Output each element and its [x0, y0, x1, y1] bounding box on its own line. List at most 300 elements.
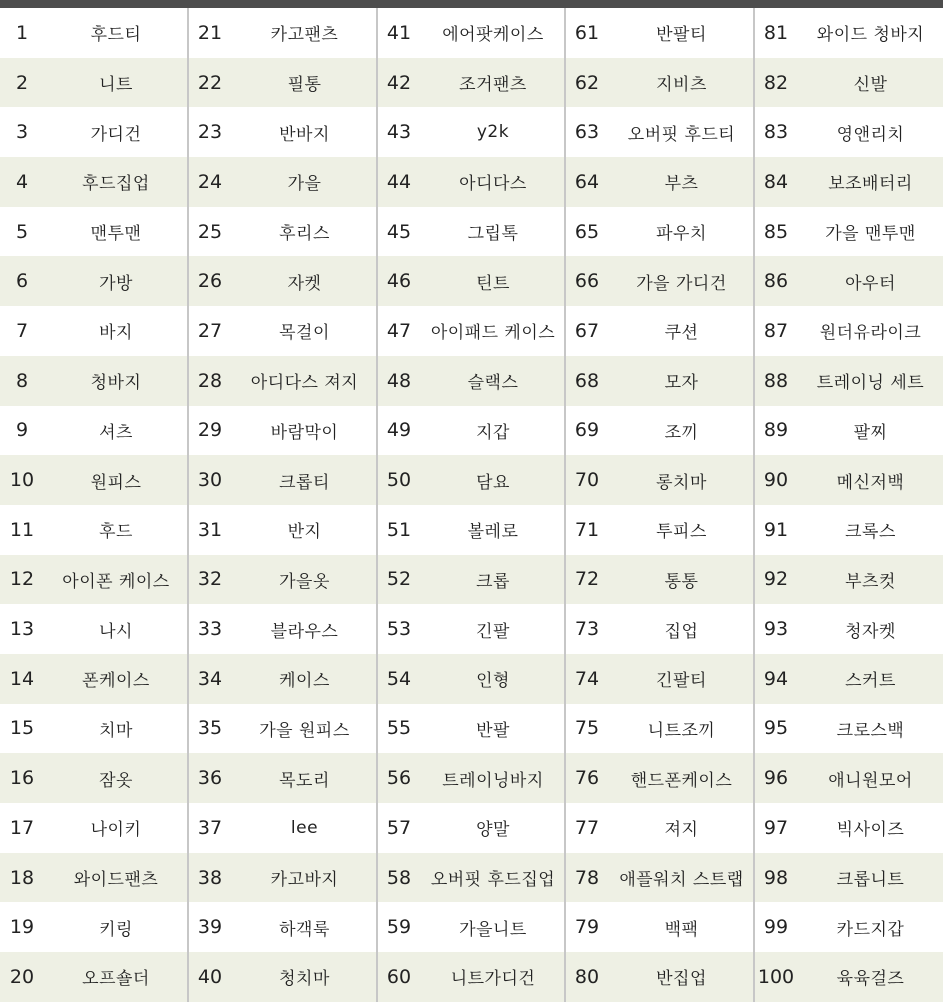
table-row: [754, 704, 943, 754]
keyword-text: 육육걸즈: [836, 969, 905, 990]
keyword-text: 애니원모어: [828, 770, 913, 791]
keyword-text: 크로스백: [836, 720, 905, 741]
table-row: [0, 256, 188, 306]
rank-number: 90: [763, 469, 789, 492]
keyword-text: 롱치마: [656, 472, 707, 493]
keyword-text: 가을 맨투맨: [825, 224, 916, 245]
keyword-text: 볼레로: [467, 522, 519, 543]
keyword-text: 부츠: [664, 174, 699, 195]
keyword-text: 키링: [99, 919, 133, 940]
rank-number: 67: [574, 319, 600, 342]
keyword-text: 카고팬츠: [270, 25, 339, 46]
table-row: [188, 505, 377, 555]
keyword-text: 카드지갑: [836, 919, 905, 940]
keyword-text: 나시: [99, 621, 133, 642]
rank-number: 45: [386, 220, 412, 243]
rank-number: 15: [9, 717, 35, 740]
table-row: [565, 803, 754, 853]
keyword-text: 인형: [476, 671, 510, 692]
table-row: [188, 356, 377, 406]
rank-number: 69: [574, 419, 600, 442]
keyword-text: 아이패드 케이스: [430, 323, 556, 344]
rank-number: 57: [386, 816, 412, 839]
rank-number: 42: [386, 71, 412, 94]
keyword-text: 원더유라이크: [819, 323, 922, 344]
keyword-text: 목도리: [279, 770, 330, 791]
rank-number: 29: [197, 419, 223, 442]
table-row: [565, 207, 754, 257]
rank-number: 44: [386, 170, 412, 193]
rank-number: 70: [574, 469, 600, 492]
table-row: [565, 753, 754, 803]
keyword-text: 바람막이: [270, 422, 339, 443]
rank-number: 27: [197, 319, 223, 342]
table-row: [188, 256, 377, 306]
keyword-text: 오버핏 후드티: [627, 124, 736, 145]
rank-number: 59: [386, 916, 412, 939]
table-row: [188, 704, 377, 754]
table-row: [754, 58, 943, 108]
keyword-text: 가을 원피스: [259, 720, 350, 741]
keyword-text: 져지: [664, 820, 699, 841]
rank-number: 79: [574, 916, 600, 939]
rank-number: 6: [15, 270, 29, 293]
table-row: [754, 853, 943, 903]
rank-number: 43: [386, 121, 412, 144]
table-row: [377, 8, 565, 58]
table-row: [565, 704, 754, 754]
table-row: [0, 902, 188, 952]
keyword-text: 반집업: [656, 969, 707, 990]
rank-number: 31: [197, 518, 223, 541]
keyword-text: 쿠션: [664, 323, 699, 344]
keyword-ranking-table: [0, 8, 943, 1002]
keyword-text: 모자: [664, 373, 699, 394]
rank-number: 81: [763, 21, 789, 44]
table-row: [377, 902, 565, 952]
keyword-text: y2k: [476, 122, 510, 143]
rank-number: 91: [763, 518, 789, 541]
table-row: [377, 803, 565, 853]
keyword-text: 바지: [99, 323, 133, 344]
rank-number: 86: [763, 270, 789, 293]
table-row: [0, 505, 188, 555]
rank-number: 49: [386, 419, 412, 442]
table-row: [754, 505, 943, 555]
table-row: [0, 207, 188, 257]
rank-number: 11: [9, 518, 35, 541]
keyword-text: 영앤리치: [836, 124, 905, 145]
rank-number: 78: [574, 866, 600, 889]
table-row: [565, 853, 754, 903]
table-row: [0, 306, 188, 356]
table-row: [188, 654, 377, 704]
keyword-text: 그립톡: [467, 224, 519, 245]
table-row: [188, 406, 377, 456]
rank-number: 14: [9, 667, 35, 690]
table-row: [377, 256, 565, 306]
rank-number: 18: [9, 866, 35, 889]
table-row: [0, 604, 188, 654]
table-row: [188, 207, 377, 257]
table-row: [377, 157, 565, 207]
keyword-text: 슬랙스: [467, 373, 519, 394]
keyword-text: 집업: [664, 621, 699, 642]
table-row: [377, 704, 565, 754]
keyword-text: 신발: [853, 75, 888, 96]
table-row: [0, 406, 188, 456]
ranking-column-3: [377, 8, 565, 1002]
table-row: [377, 952, 565, 1002]
table-row: [754, 902, 943, 952]
table-row: [565, 58, 754, 108]
keyword-text: 니트조끼: [647, 720, 716, 741]
table-row: [754, 455, 943, 505]
keyword-text: 아디다스 져지: [250, 373, 359, 394]
table-row: [754, 356, 943, 406]
keyword-text: 오프숄더: [82, 969, 150, 990]
table-row: [565, 406, 754, 456]
rank-number: 94: [763, 667, 789, 690]
keyword-text: 가을니트: [459, 919, 527, 940]
rank-number: 93: [763, 618, 789, 641]
keyword-text: 담요: [476, 472, 510, 493]
rank-number: 16: [9, 767, 35, 790]
keyword-text: 아우터: [845, 273, 896, 294]
keyword-text: 니트가디건: [450, 969, 536, 990]
table-row: [0, 952, 188, 1002]
keyword-text: 팔찌: [853, 422, 888, 443]
rank-number: 77: [574, 816, 600, 839]
keyword-text: 크롭티: [279, 472, 330, 493]
table-row: [188, 753, 377, 803]
table-row: [754, 256, 943, 306]
keyword-text: 긴팔: [476, 621, 510, 642]
rank-number: 87: [763, 319, 789, 342]
ranking-column-1: [0, 8, 188, 1002]
rank-number: 64: [574, 170, 600, 193]
rank-number: 60: [386, 965, 412, 988]
keyword-text: 니트: [99, 75, 133, 96]
table-row: [565, 952, 754, 1002]
rank-number: 61: [574, 21, 600, 44]
rank-number: 26: [197, 270, 223, 293]
rank-number: 25: [197, 220, 223, 243]
table-row: [377, 853, 565, 903]
keyword-text: 하객룩: [279, 919, 330, 940]
table-row: [565, 902, 754, 952]
table-row: [754, 555, 943, 605]
keyword-text: 조끼: [664, 422, 699, 443]
table-row: [188, 8, 377, 58]
keyword-text: 반바지: [279, 124, 330, 145]
rank-number: 98: [763, 866, 789, 889]
rank-number: 30: [197, 469, 223, 492]
table-row: [188, 107, 377, 157]
keyword-text: 가을: [287, 174, 322, 195]
rank-number: 50: [386, 469, 412, 492]
table-row: [377, 107, 565, 157]
keyword-text: 핸드폰케이스: [630, 770, 733, 791]
top-border-bar: [0, 0, 943, 8]
keyword-text: 트레이닝 세트: [816, 373, 925, 394]
keyword-text: 보조배터리: [828, 174, 913, 195]
keyword-text: 와이드팬츠: [73, 870, 159, 891]
rank-number: 7: [15, 319, 29, 342]
keyword-text: 스커트: [845, 671, 896, 692]
keyword-text: 청바지: [90, 373, 142, 394]
rank-number: 66: [574, 270, 600, 293]
table-row: [377, 207, 565, 257]
table-row: [0, 8, 188, 58]
keyword-text: 청치마: [279, 969, 330, 990]
keyword-text: 치마: [99, 720, 133, 741]
table-row: [188, 952, 377, 1002]
keyword-text: 에어팟케이스: [442, 25, 544, 46]
keyword-text: 애플워치 스트랩: [619, 870, 744, 891]
table-row: [188, 157, 377, 207]
table-row: [0, 803, 188, 853]
keyword-text: 크롭니트: [836, 870, 905, 891]
keyword-text: 지갑: [476, 422, 510, 443]
rank-number: 4: [15, 170, 29, 193]
keyword-text: 후드티: [90, 25, 142, 46]
rank-number: 20: [9, 965, 35, 988]
rank-number: 13: [9, 618, 35, 641]
rank-number: 19: [9, 916, 35, 939]
rank-number: 17: [9, 816, 35, 839]
keyword-text: 후드: [99, 522, 133, 543]
rank-number: 37: [197, 816, 223, 839]
table-row: [0, 555, 188, 605]
keyword-text: 가을 가디건: [636, 273, 727, 294]
table-row: [754, 306, 943, 356]
rank-number: 40: [197, 965, 223, 988]
keyword-text: 오버핏 후드집업: [430, 870, 556, 891]
table-row: [377, 58, 565, 108]
table-row: [377, 604, 565, 654]
keyword-text: 틴트: [476, 273, 510, 294]
ranking-column-4: [565, 8, 754, 1002]
keyword-text: 필통: [287, 75, 322, 96]
table-row: [377, 505, 565, 555]
rank-number: 63: [574, 121, 600, 144]
table-row: [377, 753, 565, 803]
rank-number: 73: [574, 618, 600, 641]
rank-number: 71: [574, 518, 600, 541]
keyword-text: 와이드 청바지: [816, 25, 925, 46]
keyword-text: 맨투맨: [90, 224, 142, 245]
table-row: [565, 306, 754, 356]
rank-number: 41: [386, 21, 412, 44]
rank-number: 62: [574, 71, 600, 94]
table-row: [754, 604, 943, 654]
rank-number: 24: [197, 170, 223, 193]
table-row: [377, 455, 565, 505]
rank-number: 74: [574, 667, 600, 690]
rank-number: 82: [763, 71, 789, 94]
rank-number: 76: [574, 767, 600, 790]
table-row: [565, 654, 754, 704]
rank-number: 8: [15, 369, 29, 392]
keyword-text: 나이키: [90, 820, 142, 841]
table-row: [754, 803, 943, 853]
rank-number: 38: [197, 866, 223, 889]
table-row: [0, 853, 188, 903]
rank-number: 39: [197, 916, 223, 939]
table-row: [565, 157, 754, 207]
rank-number: 32: [197, 568, 223, 591]
ranking-column-5: [754, 8, 943, 1002]
rank-number: 54: [386, 667, 412, 690]
keyword-text: 양말: [476, 820, 510, 841]
rank-number: 88: [763, 369, 789, 392]
table-row: [188, 803, 377, 853]
rank-number: 97: [763, 816, 789, 839]
table-row: [565, 356, 754, 406]
keyword-text: 원피스: [90, 472, 142, 493]
table-row: [565, 8, 754, 58]
keyword-text: 잠옷: [99, 770, 133, 791]
table-row: [377, 406, 565, 456]
rank-number: 5: [15, 220, 29, 243]
keyword-text: 반지: [287, 522, 322, 543]
ranking-column-2: [188, 8, 377, 1002]
rank-number: 84: [763, 170, 789, 193]
keyword-text: 아디다스: [459, 174, 527, 195]
table-row: [0, 157, 188, 207]
rank-number: 85: [763, 220, 789, 243]
rank-number: 22: [197, 71, 223, 94]
rank-number: 46: [386, 270, 412, 293]
table-row: [377, 654, 565, 704]
keyword-text: 폰케이스: [82, 671, 150, 692]
rank-number: 95: [763, 717, 789, 740]
keyword-text: lee: [290, 817, 319, 838]
rank-number: 34: [197, 667, 223, 690]
rank-number: 99: [763, 916, 789, 939]
rank-number: 3: [15, 121, 29, 144]
table-row: [754, 952, 943, 1002]
keyword-text: 반팔: [476, 720, 510, 741]
table-row: [0, 58, 188, 108]
table-row: [377, 356, 565, 406]
keyword-text: 가을옷: [279, 571, 330, 592]
keyword-text: 가방: [99, 273, 133, 294]
keyword-text: 블라우스: [270, 621, 339, 642]
table-row: [0, 654, 188, 704]
rank-number: 65: [574, 220, 600, 243]
rank-number: 51: [386, 518, 412, 541]
table-row: [565, 256, 754, 306]
rank-number: 1: [15, 21, 29, 44]
keyword-text: 트레이닝바지: [442, 770, 544, 791]
keyword-text: 가디건: [90, 124, 142, 145]
rank-number: 89: [763, 419, 789, 442]
table-row: [754, 8, 943, 58]
rank-number: 96: [763, 767, 789, 790]
rank-number: 55: [386, 717, 412, 740]
rank-number: 72: [574, 568, 600, 591]
rank-number: 83: [763, 121, 789, 144]
keyword-text: 긴팔티: [656, 671, 707, 692]
keyword-text: 케이스: [279, 671, 330, 692]
rank-number: 47: [386, 319, 412, 342]
table-row: [754, 654, 943, 704]
table-row: [0, 356, 188, 406]
table-row: [754, 753, 943, 803]
table-row: [754, 107, 943, 157]
table-row: [565, 107, 754, 157]
rank-number: 10: [9, 469, 35, 492]
keyword-text: 빅사이즈: [836, 820, 905, 841]
table-row: [188, 902, 377, 952]
rank-number: 56: [386, 767, 412, 790]
rank-number: 28: [197, 369, 223, 392]
table-row: [565, 505, 754, 555]
rank-number: 100: [757, 965, 795, 988]
table-row: [754, 406, 943, 456]
rank-number: 9: [15, 419, 29, 442]
rank-number: 58: [386, 866, 412, 889]
table-row: [188, 58, 377, 108]
table-row: [188, 555, 377, 605]
table-row: [0, 704, 188, 754]
keyword-text: 자켓: [287, 273, 322, 294]
keyword-text: 크록스: [845, 522, 896, 543]
keyword-text: 카고바지: [270, 870, 339, 891]
table-row: [377, 555, 565, 605]
rank-number: 92: [763, 568, 789, 591]
rank-number: 48: [386, 369, 412, 392]
rank-number: 68: [574, 369, 600, 392]
keyword-text: 지비츠: [656, 75, 707, 96]
keyword-text: 후리스: [279, 224, 330, 245]
table-row: [565, 455, 754, 505]
rank-number: 33: [197, 618, 223, 641]
rank-number: 80: [574, 965, 600, 988]
keyword-text: 청자켓: [845, 621, 896, 642]
keyword-text: 파우치: [656, 224, 707, 245]
keyword-text: 백팩: [664, 919, 699, 940]
table-row: [754, 157, 943, 207]
keyword-text: 부츠컷: [845, 571, 896, 592]
table-row: [188, 604, 377, 654]
rank-number: 23: [197, 121, 223, 144]
rank-number: 2: [15, 71, 29, 94]
table-row: [0, 753, 188, 803]
rank-number: 21: [197, 21, 223, 44]
keyword-text: 셔츠: [99, 422, 133, 443]
rank-number: 75: [574, 717, 600, 740]
keyword-text: 조거팬츠: [459, 75, 527, 96]
table-row: [565, 604, 754, 654]
keyword-text: 후드집업: [82, 174, 150, 195]
keyword-text: 투피스: [656, 522, 707, 543]
keyword-text: 메신저백: [836, 472, 905, 493]
table-row: [188, 853, 377, 903]
rank-number: 52: [386, 568, 412, 591]
rank-number: 12: [9, 568, 35, 591]
rank-number: 53: [386, 618, 412, 641]
table-row: [0, 107, 188, 157]
table-row: [754, 207, 943, 257]
table-row: [188, 455, 377, 505]
keyword-text: 크롭: [476, 571, 510, 592]
table-row: [0, 455, 188, 505]
keyword-text: 목걸이: [279, 323, 330, 344]
keyword-text: 반팔티: [656, 25, 707, 46]
